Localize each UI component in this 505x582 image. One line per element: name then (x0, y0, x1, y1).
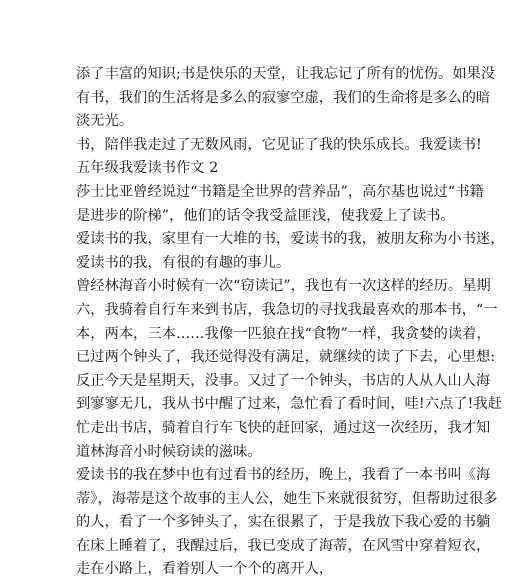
essay-text (76, 63, 505, 578)
text-line: 在床上睡着了，我醒过后，我已变成了海蒂，在风雪中穿着短衣， (76, 537, 491, 554)
text-line: 淡无光。 (76, 113, 134, 130)
text-line: 反正今天是星期天，没事。又过了一个钟头，书店的人从人山人海 (76, 372, 491, 389)
text-line: 的人，看了一个多钟头了，实在很累了，于是我放下我心爱的书躺 (76, 514, 491, 531)
text-line: 蒂》，海蒂是这个故事的主人公，她生下来就很贫穷，但帮助过很多 (76, 490, 498, 507)
text-line: 是进步的阶梯”，他们的话令我受益匪浅，使我爱上了读书。 (76, 207, 455, 224)
section-heading: 五年级我爱读书作文 2 (76, 160, 219, 177)
text-line: 曾经林海音小时候有一次“窃读记”，我也有一次这样的经历。星期 (76, 278, 491, 295)
text-line: 爱读书的我，有很的有趣的事儿。 (76, 254, 291, 271)
text-line: 书，陪伴我走过了无数风雨，它见证了我的快乐成长。我爱读书! (76, 136, 482, 153)
text-line: 忙走出书店，骑着自行车飞快的赶回家，通过这一次经历，我才知 (76, 419, 491, 436)
text-line: 本，两本，三本……我像一匹狼在找“食物”一样，我贪婪的读着， (76, 325, 491, 342)
text-line: 爱读书的我，家里有一大堆的书，爱读书的我，被朋友称为小书迷， (76, 231, 505, 248)
text-line: 爱读书的我在梦中也有过看书的经历，晚上，我看了一本书叫《海 (76, 467, 491, 484)
text-line: 莎士比亚曾经说过“书籍是全世界的营养品”，高尔基也说过“书籍 (76, 183, 484, 200)
text-line: 道林海音小时候窃读的滋味。 (76, 443, 262, 460)
text-line: 已过两个钟头了，我还觉得没有满足，就继续的读了下去，心里想: (76, 349, 496, 366)
text-line: 添了丰富的知识;书是快乐的天堂，让我忘记了所有的忧伤。如果没 (76, 66, 496, 82)
text-line: 六，我骑着自行车来到书店，我急切的寻找我最喜欢的那本书，“一 (76, 301, 498, 318)
text-line: 到寥寥无几，我从书中醒了过来，急忙看了看时间，哇!六点了!我赶 (76, 396, 502, 413)
partially-visible-text-line: 走在小路上，看着别人一个个的离开人， (76, 561, 334, 578)
text-line: 有书，我们的生活将是多么的寂寥空虚，我们的生命将是多么的暗 (76, 89, 491, 106)
